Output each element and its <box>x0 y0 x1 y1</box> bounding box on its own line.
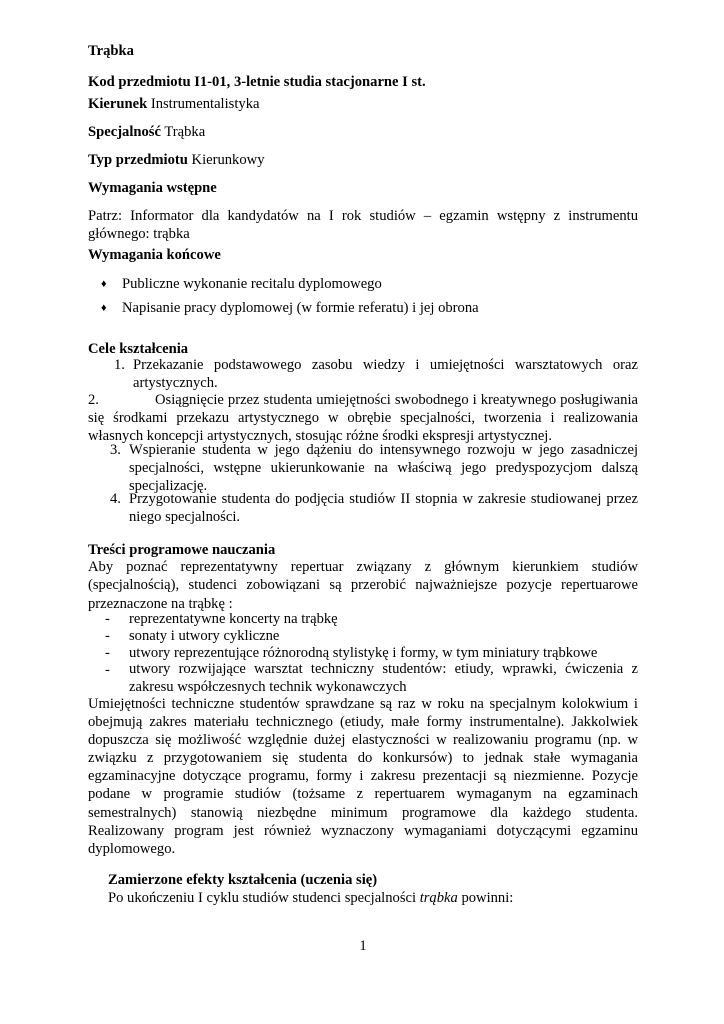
list-item-text: Napisanie pracy dyplomowej (w formie referatu) i jej obrona <box>122 300 479 316</box>
efekty-text-italic: trąbka <box>419 890 458 906</box>
dash-bullet-icon: - <box>105 645 110 661</box>
list-item-text <box>133 356 638 392</box>
list-item-number: 3. <box>110 442 121 458</box>
tresci-body: Umiejętności techniczne studentów sprawdzane są raz w roku na specjalnym kolokwium i obejmują zakres materiału technicznego (etiudy, małe formy instrumentalne). Jakkolwiek dopuszcza się możliwość względnie dużej elastyczności w realizowaniu programu (np. w związku z przygotowaniem się studenta do konkursów) to jednak stałe wymagania egzaminacyjne dotyczące programu, formy i zakresu prezentacji są niezmienne. Pozycje podane w programie studiów (tożsame z repertuarem wymaganym na egzaminach semestralnych) stanowią niezbędne minimum programowe dla każdego studenta. Realizowany program jest również wyznaczony wymaganiami dotyczącymi egzaminu dyplomowego. <box>88 696 638 857</box>
specjalnosc-value: Trąbka <box>164 124 206 140</box>
typ-line <box>88 151 638 169</box>
dash-bullet-icon: - <box>105 611 110 627</box>
specjalnosc-label: Specjalność <box>88 124 161 140</box>
efekty-heading: Zamierzone efekty kształcenia (uczenia się) <box>108 872 378 888</box>
list-item-text: Przygotowanie studenta do podjęcia studiów II stopnia w zakresie studiowanej przez niego specjalności. <box>129 491 638 525</box>
page-number: 1 <box>359 938 367 954</box>
dash-bullet-icon: - <box>105 662 110 678</box>
list-item-text: Wspieranie studenta w jego dążeniu do intensywnego rozwoju w jego zasadniczej specjalności, wstępne ukierunkowanie na właściwą jego predyspozycjom dalszą specjalizację. <box>129 442 638 494</box>
list-item-text: Publiczne wykonanie recitalu dyplomowego <box>122 276 382 292</box>
efekty-text <box>108 889 513 907</box>
tresci-heading: Treści programowe nauczania <box>88 542 276 558</box>
wymagania-wstepne-text: Patrz: Informator dla kandydatów na I rok studiów – egzamin wstępny z instrumentu głównego: trąbka <box>88 208 638 243</box>
diamond-bullet-icon: ♦ <box>101 278 107 290</box>
list-item-text: sonaty i utwory cykliczne <box>129 628 280 644</box>
kierunek-label: Kierunek <box>88 96 148 112</box>
specjalnosc-line <box>88 123 638 141</box>
efekty-text-after: powinni: <box>457 890 514 906</box>
list-item-number: 1. <box>114 357 125 373</box>
course-code-line: Kod przedmiotu I1-01, 3-letnie studia stacjonarne I st. <box>88 74 426 90</box>
list-item-number: 2. <box>88 392 99 408</box>
kierunek-value: Instrumentalistyka <box>150 96 260 112</box>
efekty-text-before: Po ukończeniu I cyklu studiów studenci specjalności <box>108 890 420 906</box>
document-title: Trąbka <box>88 43 134 59</box>
wymagania-wstepne-heading: Wymagania wstępne <box>88 180 217 196</box>
list-item-text: utwory reprezentujące różnorodną stylistykę i formy, w tym miniatury trąbkowe <box>129 645 598 661</box>
kierunek-line <box>88 95 638 113</box>
typ-label: Typ przedmiotu <box>88 152 188 168</box>
list-item-text: Osiągnięcie przez studenta umiejętności swobodnego i kreatywnego posługiwania się środkami przekazu artystycznego w obrębie specjalności, tworzenia i realizowania własnych koncepcji artystycznych, stosując różne środki ekspresji artystycznej. <box>88 392 638 445</box>
list-item-text: utwory rozwijające warsztat techniczny studentów: etiudy, wprawki, ćwiczenia z zakresu współczesnych technik wykonawczych <box>129 661 638 695</box>
list-item-text: reprezentatywne koncerty na trąbkę <box>129 611 338 627</box>
list-item-number: 4. <box>110 491 121 507</box>
tresci-intro: Aby poznać reprezentatywny repertuar związany z głównym kierunkiem studiów (specjalnością), studenci zobowiązani są przerobić najważniejsze pozycje repertuarowe przeznaczone na trąbkę : <box>88 559 638 612</box>
cele-heading: Cele kształcenia <box>88 341 189 357</box>
list-item-text-content: Przekazanie podstawowego zasobu wiedzy i umiejętności warsztatowych oraz artystycznych. <box>133 357 638 391</box>
dash-bullet-icon: - <box>105 628 110 644</box>
diamond-bullet-icon: ♦ <box>101 302 107 314</box>
typ-value: Kierunkowy <box>191 152 265 168</box>
wymagania-koncowe-heading: Wymagania końcowe <box>88 247 221 263</box>
